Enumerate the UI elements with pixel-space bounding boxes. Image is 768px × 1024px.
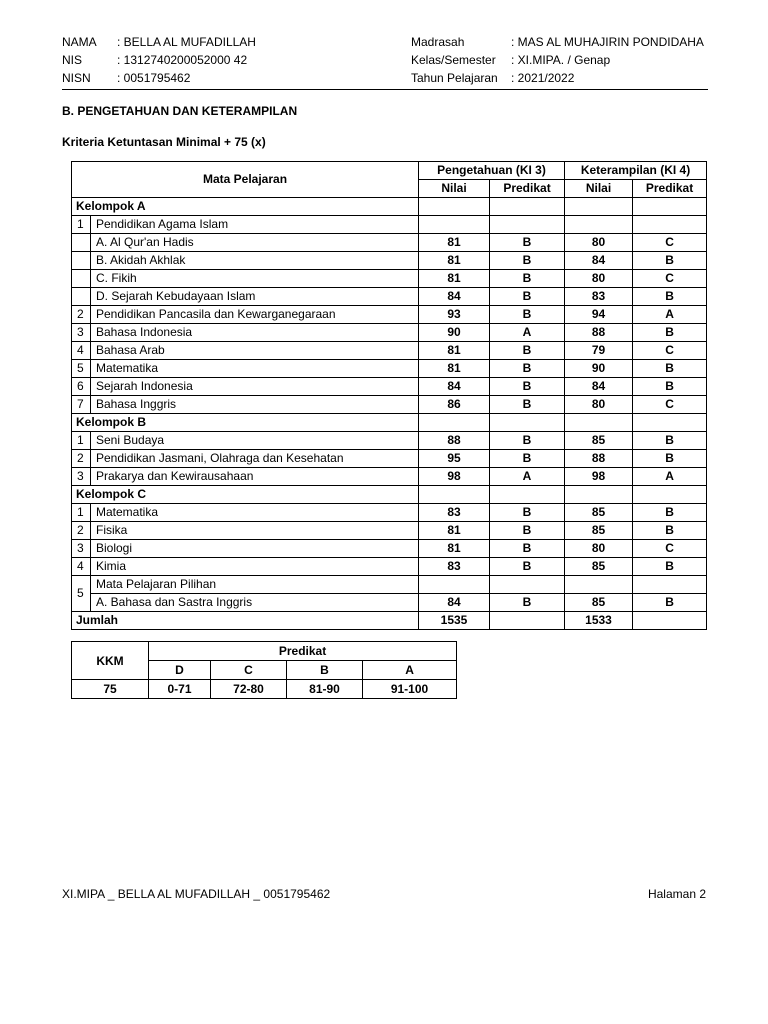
header-ki4: Keterampilan (KI 4)	[565, 162, 707, 180]
predikat-ki4: B	[633, 360, 707, 378]
empty-cell	[490, 198, 565, 216]
row-number: 1	[72, 216, 91, 234]
kkm-value: 75	[72, 680, 149, 699]
nama-row	[62, 33, 256, 51]
tahun-value: : 2021/2022	[511, 71, 575, 85]
nilai-ki3: 90	[419, 324, 490, 342]
nilai-ki3: 98	[419, 468, 490, 486]
kkm-grade-c: C	[211, 661, 287, 680]
empty-cell	[419, 198, 490, 216]
page-number: Halaman 2	[647, 887, 706, 901]
subject-name: Biologi	[91, 540, 419, 558]
empty-cell	[490, 414, 565, 432]
table-row	[72, 576, 707, 594]
predikat-ki4: C	[633, 396, 707, 414]
predikat-ki3: B	[490, 558, 565, 576]
predikat-ki4: B	[633, 504, 707, 522]
footer-left: XI.MIPA _ BELLA AL MUFADILLAH _ 0051795462	[62, 887, 331, 901]
madrasah-value: : MAS AL MUHAJIRIN PONDIDAHA	[511, 35, 704, 49]
empty-cell	[633, 486, 707, 504]
predikat-ki4: B	[633, 594, 707, 612]
nilai-ki3: 84	[419, 378, 490, 396]
nilai-ki3: 83	[419, 558, 490, 576]
subject-name: Prakarya dan Kewirausahaan	[91, 468, 419, 486]
nilai-ki4: 94	[565, 306, 633, 324]
predikat-ki4: B	[633, 558, 707, 576]
predikat-ki3: B	[490, 594, 565, 612]
row-number	[72, 270, 91, 288]
empty-cell	[490, 612, 565, 630]
subject-name: Mata Pelajaran Pilihan	[91, 576, 419, 594]
empty-cell	[565, 198, 633, 216]
predikat-ki3: B	[490, 234, 565, 252]
nilai-ki4: 80	[565, 234, 633, 252]
table-row	[72, 360, 707, 378]
predikat-ki4	[633, 216, 707, 234]
nilai-ki4: 80	[565, 540, 633, 558]
nilai-ki4: 84	[565, 378, 633, 396]
predikat-ki4: B	[633, 324, 707, 342]
group-a: Kelompok A	[72, 198, 419, 216]
kkm-grade-d: D	[149, 661, 211, 680]
tahun-label: Tahun Pelajaran	[411, 71, 498, 85]
predikat-ki4: B	[633, 378, 707, 396]
nilai-ki3: 86	[419, 396, 490, 414]
nilai-ki4: 90	[565, 360, 633, 378]
subject-name: Sejarah Indonesia	[91, 378, 419, 396]
nis-row	[62, 51, 247, 69]
criteria-text: Kriteria Ketuntasan Minimal + 75 (x)	[62, 135, 266, 149]
predikat-ki4: B	[633, 522, 707, 540]
row-number: 3	[72, 540, 91, 558]
subject-name: Fisika	[91, 522, 419, 540]
nilai-ki4: 88	[565, 324, 633, 342]
predikat-ki3: B	[490, 432, 565, 450]
empty-cell	[565, 486, 633, 504]
nis-value: : 1312740200052000 42	[117, 53, 248, 67]
row-number: 2	[72, 306, 91, 324]
nilai-ki4: 84	[565, 252, 633, 270]
kelas-value: : XI.MIPA. / Genap	[511, 53, 611, 67]
predikat-ki3: B	[490, 270, 565, 288]
nilai-ki3: 81	[419, 360, 490, 378]
kkm-range-d: 0-71	[149, 680, 211, 699]
empty-cell	[565, 576, 633, 594]
predikat-ki3: B	[490, 378, 565, 396]
nama-label: NAMA	[62, 35, 97, 49]
empty-cell	[490, 486, 565, 504]
table-row	[72, 378, 707, 396]
nilai-ki4: 88	[565, 450, 633, 468]
row-number: 6	[72, 378, 91, 396]
nilai-ki4	[565, 216, 633, 234]
predikat-ki4: C	[633, 342, 707, 360]
nisn-row	[62, 69, 190, 87]
subject-name: Bahasa Arab	[91, 342, 419, 360]
row-number: 3	[72, 468, 91, 486]
kkm-range-a: 91-100	[363, 680, 457, 699]
predikat-ki4: C	[633, 234, 707, 252]
group-b-row	[72, 414, 707, 432]
predikat-ki4: A	[633, 468, 707, 486]
kkm-table	[71, 641, 457, 699]
row-number: 5	[72, 576, 91, 612]
subject-name: Seni Budaya	[91, 432, 419, 450]
subject-name: Pendidikan Jasmani, Olahraga dan Kesehatan	[91, 450, 419, 468]
header-predikat-ki3: Predikat	[490, 180, 565, 198]
kkm-range-c: 72-80	[211, 680, 287, 699]
nilai-ki3	[419, 216, 490, 234]
header-ki3: Pengetahuan (KI 3)	[419, 162, 565, 180]
row-number	[72, 252, 91, 270]
total-ki3: 1535	[419, 612, 490, 630]
row-number: 4	[72, 558, 91, 576]
row-number: 7	[72, 396, 91, 414]
predikat-ki3: A	[490, 324, 565, 342]
table-row	[72, 432, 707, 450]
nilai-ki3: 95	[419, 450, 490, 468]
predikat-ki3: B	[490, 450, 565, 468]
row-number: 2	[72, 522, 91, 540]
nilai-ki3: 84	[419, 288, 490, 306]
predikat-ki4: B	[633, 252, 707, 270]
row-number	[72, 288, 91, 306]
page-footer	[62, 887, 706, 903]
predikat-ki4: C	[633, 270, 707, 288]
empty-cell	[565, 414, 633, 432]
table-row	[72, 288, 707, 306]
header-nilai-ki3: Nilai	[419, 180, 490, 198]
nilai-ki4: 85	[565, 558, 633, 576]
predikat-ki3: B	[490, 360, 565, 378]
total-label: Jumlah	[72, 612, 419, 630]
predikat-ki3: B	[490, 522, 565, 540]
nilai-ki3: 81	[419, 234, 490, 252]
nilai-ki3: 81	[419, 540, 490, 558]
table-row	[72, 306, 707, 324]
nilai-ki3: 81	[419, 522, 490, 540]
nilai-ki3: 81	[419, 252, 490, 270]
nilai-ki4: 80	[565, 396, 633, 414]
empty-cell	[419, 576, 490, 594]
table-row	[72, 270, 707, 288]
empty-cell	[633, 414, 707, 432]
group-c: Kelompok C	[72, 486, 419, 504]
madrasah-label: Madrasah	[411, 35, 465, 49]
total-row	[72, 612, 707, 630]
kkm-range-b: 81-90	[287, 680, 363, 699]
nisn-label: NISN	[62, 71, 91, 85]
row-number: 1	[72, 504, 91, 522]
empty-cell	[419, 486, 490, 504]
kkm-grade-a: A	[363, 661, 457, 680]
empty-cell	[419, 414, 490, 432]
row-number: 1	[72, 432, 91, 450]
row-number: 3	[72, 324, 91, 342]
nisn-value: : 0051795462	[117, 71, 191, 85]
subject-name: C. Fikih	[91, 270, 419, 288]
predikat-ki3: B	[490, 396, 565, 414]
group-b: Kelompok B	[72, 414, 419, 432]
nilai-ki4: 85	[565, 522, 633, 540]
predikat-ki3: B	[490, 306, 565, 324]
predikat-ki4: B	[633, 450, 707, 468]
subject-name: A. Bahasa dan Sastra Inggris	[91, 594, 419, 612]
section-title: B. PENGETAHUAN DAN KETERAMPILAN	[62, 104, 298, 118]
group-c-row	[72, 486, 707, 504]
table-row	[72, 504, 707, 522]
table-row	[72, 594, 707, 612]
tahun-row	[411, 69, 574, 87]
predikat-ki3: B	[490, 540, 565, 558]
nama-value: : BELLA AL MUFADILLAH	[117, 35, 256, 49]
madrasah-row	[411, 33, 704, 51]
subject-name: Matematika	[91, 360, 419, 378]
nilai-ki3: 84	[419, 594, 490, 612]
nilai-ki4: 85	[565, 504, 633, 522]
subject-name: Matematika	[91, 504, 419, 522]
table-row	[72, 324, 707, 342]
predikat-ki3: B	[490, 288, 565, 306]
subject-name: B. Akidah Akhlak	[91, 252, 419, 270]
subject-name: Pendidikan Agama Islam	[91, 216, 419, 234]
table-row	[72, 252, 707, 270]
header-subject: Mata Pelajaran	[72, 162, 419, 198]
nilai-ki3: 88	[419, 432, 490, 450]
table-row	[72, 450, 707, 468]
subject-name: D. Sejarah Kebudayaan Islam	[91, 288, 419, 306]
nilai-ki4: 80	[565, 270, 633, 288]
subject-name: Bahasa Indonesia	[91, 324, 419, 342]
subject-name: Kimia	[91, 558, 419, 576]
subject-name: Pendidikan Pancasila dan Kewarganegaraan	[91, 306, 419, 324]
row-number: 2	[72, 450, 91, 468]
grades-body	[72, 198, 707, 630]
empty-cell	[633, 576, 707, 594]
row-number: 4	[72, 342, 91, 360]
student-header	[62, 33, 708, 90]
table-row	[72, 522, 707, 540]
nilai-ki3: 81	[419, 270, 490, 288]
table-row	[72, 540, 707, 558]
grades-table	[71, 161, 707, 630]
total-ki4: 1533	[565, 612, 633, 630]
predikat-ki3: B	[490, 252, 565, 270]
kelas-row	[411, 51, 610, 69]
nilai-ki4: 85	[565, 432, 633, 450]
nilai-ki4: 79	[565, 342, 633, 360]
predikat-ki4: B	[633, 288, 707, 306]
table-row	[72, 234, 707, 252]
predikat-ki3: B	[490, 504, 565, 522]
nilai-ki4: 83	[565, 288, 633, 306]
table-row	[72, 558, 707, 576]
kelas-label: Kelas/Semester	[411, 53, 496, 67]
table-row	[72, 468, 707, 486]
nilai-ki3: 93	[419, 306, 490, 324]
empty-cell	[490, 576, 565, 594]
header-predikat-ki4: Predikat	[633, 180, 707, 198]
nilai-ki3: 83	[419, 504, 490, 522]
row-number: 5	[72, 360, 91, 378]
nilai-ki4: 85	[565, 594, 633, 612]
empty-cell	[633, 612, 707, 630]
predikat-ki4: B	[633, 432, 707, 450]
group-a-row	[72, 198, 707, 216]
kkm-predikat-header: Predikat	[149, 642, 457, 661]
table-row	[72, 396, 707, 414]
predikat-ki3: B	[490, 342, 565, 360]
subject-name: A. Al Qur'an Hadis	[91, 234, 419, 252]
table-row	[72, 216, 707, 234]
kkm-label: KKM	[72, 642, 149, 680]
nilai-ki4: 98	[565, 468, 633, 486]
kkm-grade-b: B	[287, 661, 363, 680]
empty-cell	[633, 198, 707, 216]
predikat-ki4: C	[633, 540, 707, 558]
nilai-ki3: 81	[419, 342, 490, 360]
predikat-ki3: A	[490, 468, 565, 486]
predikat-ki4: A	[633, 306, 707, 324]
predikat-ki3	[490, 216, 565, 234]
header-nilai-ki4: Nilai	[565, 180, 633, 198]
row-number	[72, 234, 91, 252]
subject-name: Bahasa Inggris	[91, 396, 419, 414]
table-row	[72, 342, 707, 360]
nis-label: NIS	[62, 53, 83, 67]
